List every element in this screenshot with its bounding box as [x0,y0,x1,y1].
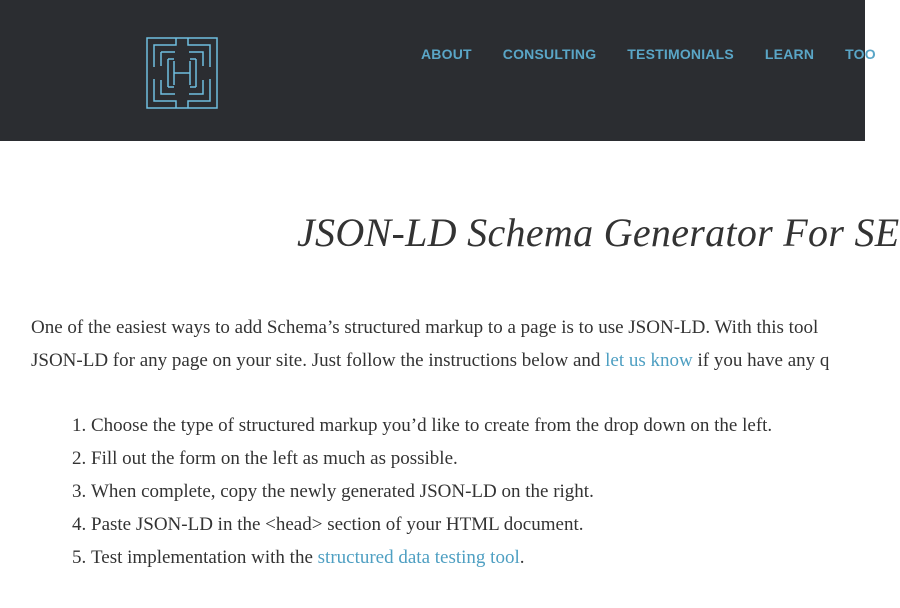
maze-logo-icon [146,37,218,109]
step-5-period: . [519,547,525,568]
nav-learn[interactable]: LEARN [764,46,815,62]
step-2-text: Fill out the form on the left as much as possible. [91,448,458,469]
let-us-know-link[interactable]: let us know [605,350,693,371]
step-3-text: When complete, copy the newly generated JSON-LD on the right. [91,481,594,502]
site-logo-link[interactable] [146,37,218,109]
page-title: JSON-LD Schema Generator For SE [297,210,900,255]
main-content [0,141,900,608]
nav-about[interactable]: ABOUT [421,46,472,62]
intro-line-2-end: if you have any q [692,350,830,371]
site-header [0,0,876,141]
list-item [91,409,772,442]
instructions-list [31,409,772,574]
step-5-text: Test implementation with the [91,547,318,568]
step-4-text: Paste JSON-LD in the <head> section of your HTML document. [91,514,584,535]
list-item [91,442,772,475]
intro-paragraph [31,311,829,377]
list-item [91,475,772,508]
list-item [91,541,772,574]
main-nav [421,46,876,62]
intro-line-2-start: JSON-LD for any page on your site. Just follow the instructions below and [31,350,606,371]
list-item [91,508,772,541]
step-1-text: Choose the type of structured markup you’d like to create from the drop down on the left. [91,415,773,436]
nav-consulting[interactable]: CONSULTING [502,46,597,62]
nav-tools[interactable]: TOO [845,46,876,62]
intro-line-1: One of the easiest ways to add Schema’s structured markup to a page is to use JSON-LD. With this tool [31,317,819,338]
structured-data-testing-tool-link[interactable]: structured data testing tool [317,547,520,568]
nav-testimonials[interactable]: TESTIMONIALS [627,46,734,62]
